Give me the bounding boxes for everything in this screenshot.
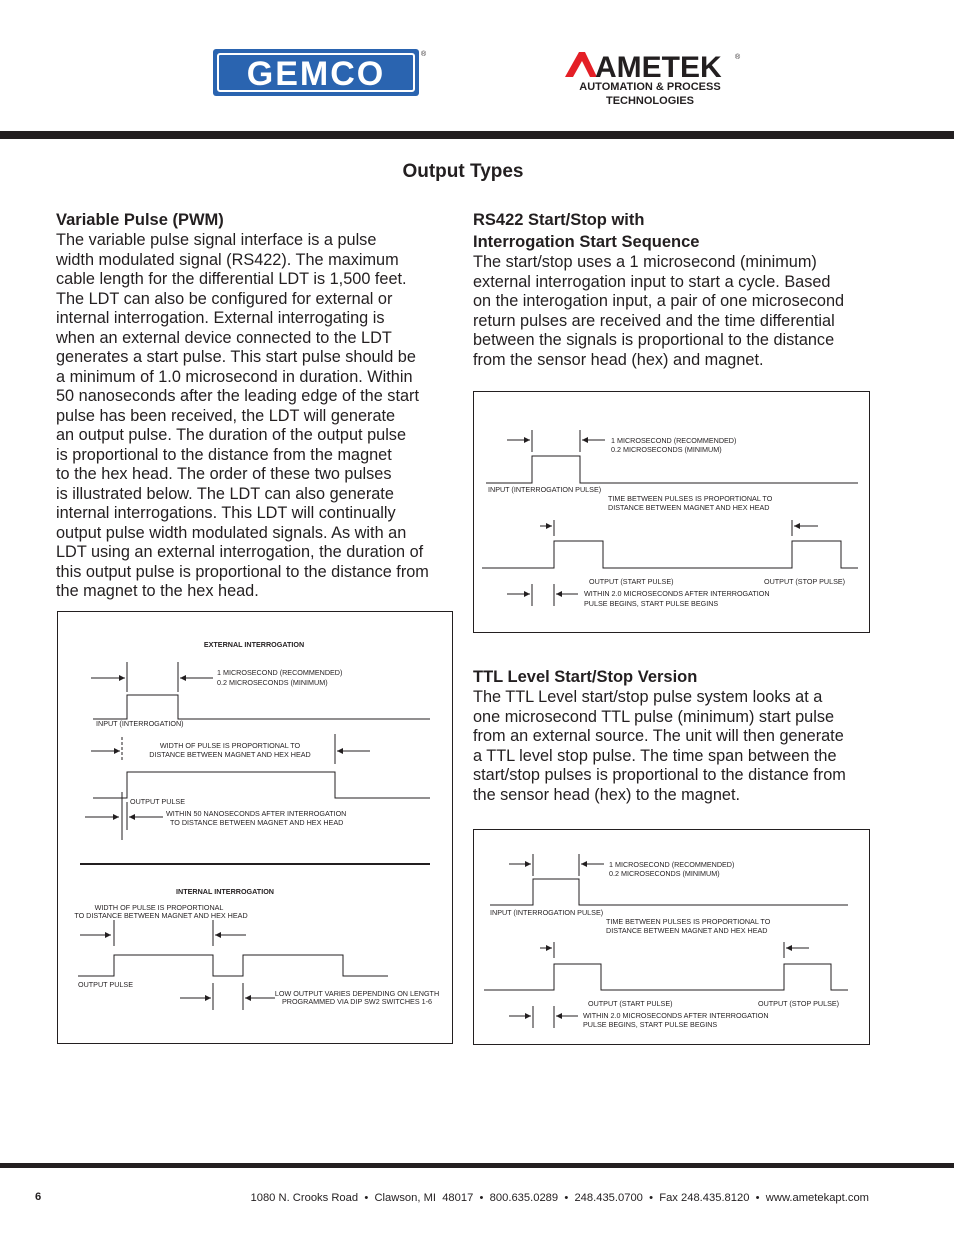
pwm-line: is illustrated below. The LDT can also generate	[56, 484, 394, 503]
pwm-line: internal interrogations. This LDT will continually	[56, 504, 396, 522]
pwm-line: this output pulse is proportional to the distance from	[56, 562, 429, 581]
pwm-line: is proportional to the distance from the magnet	[56, 445, 392, 464]
ttl-within-label-1: WITHIN 2.0 MICROSECONDS AFTER INTERROGATION	[583, 1011, 769, 1020]
rs422-line: on the interogation input, a pair of one microsecond	[473, 292, 845, 310]
rs422-one-us-label-2: 0.2 MICROSECONDS (MINIMUM)	[611, 445, 722, 454]
rs422-heading-1: RS422 Start/Stop with	[473, 211, 645, 229]
pwm-int-width-label-1: WIDTH OF PULSE IS PROPORTIONAL	[94, 903, 224, 912]
pwm-low-label-2: PROGRAMMED VIA DIP SW2 SWITCHES 1-6	[281, 997, 433, 1006]
rs422-within-label-2: PULSE BEGINS, START PULSE BEGINS	[584, 599, 719, 608]
ttl-line: a TTL level stop pulse. The time span between the	[473, 746, 837, 765]
ttl-line: one microsecond TTL pulse (minimum) start pulse	[473, 707, 835, 726]
rs422-input-label: INPUT (INTERROGATION PULSE)	[488, 485, 602, 494]
pwm-line: The variable pulse signal interface is a pulse	[56, 231, 377, 249]
ametek-logo-text: AMETEK	[595, 51, 722, 81]
pwm-line: a minimum of 1.0 microsecond in duration. Within	[56, 367, 413, 386]
section-pwm	[56, 209, 456, 602]
ttl-diagram	[473, 829, 870, 1045]
pwm-int-width-label-2: TO DISTANCE BETWEEN MAGNET AND HEX HEAD	[74, 911, 248, 920]
ttl-one-us-label-2: 0.2 MICROSECONDS (MINIMUM)	[609, 869, 720, 878]
rs422-time-label-1: TIME BETWEEN PULSES IS PROPORTIONAL TO	[608, 494, 773, 503]
pwm-input-label: INPUT (INTERROGATION)	[96, 719, 184, 728]
header-rule	[0, 131, 954, 139]
ametek-tagline-line-2: TECHNOLOGIES	[605, 94, 694, 107]
ttl-start-label: OUTPUT (START PULSE)	[588, 999, 673, 1008]
footer-address: 1080 N. Crooks Road • Clawson, MI 48017 • 800.635.0289 • 248.435.0700 • Fax 248.435.8120 • www.ametekapt.com	[250, 1192, 869, 1204]
ttl-line: start/stop pulses is proportional to the distance from	[473, 766, 846, 784]
pwm-output-label: OUTPUT PULSE	[130, 797, 185, 806]
pwm-heading: Variable Pulse (PWM)	[56, 211, 224, 229]
rs422-line: between the signals is proportional to the distance	[473, 331, 835, 349]
ttl-line: The TTL Level start/stop pulse system looks at a	[473, 688, 823, 706]
gemco-logo-graphic	[212, 48, 427, 98]
pwm-one-us-label-2: 0.2 MICROSECONDS (MINIMUM)	[217, 678, 328, 687]
ttl-time-label-1: TIME BETWEEN PULSES IS PROPORTIONAL TO	[606, 917, 771, 926]
svg-text:®: ®	[735, 54, 741, 61]
ttl-time-label-2: DISTANCE BETWEEN MAGNET AND HEX HEAD	[606, 926, 768, 935]
rs422-line: The start/stop uses a 1 microsecond (minimum)	[473, 253, 817, 271]
ametek-tagline-line-1: AUTOMATION & PROCESS	[579, 81, 721, 93]
ttl-body	[473, 688, 873, 805]
ttl-line: from an external source. The unit will then generate	[473, 727, 844, 745]
ametek-a-mark-icon	[565, 52, 597, 77]
pwm-line: internal interrogation. External interrogating is	[56, 309, 385, 327]
pwm-line: The LDT can also be configured for external or	[56, 289, 393, 308]
pwm-line: output pulse width modulated signals. As with an	[56, 523, 407, 542]
pwm-int-output-label: OUTPUT PULSE	[78, 980, 133, 989]
ametek-logo-graphic	[563, 49, 743, 81]
gemco-logo	[212, 48, 427, 98]
pwm-one-us-label-1: 1 MICROSECOND (RECOMMENDED)	[217, 668, 343, 677]
pwm-line: the magnet to the hex head.	[56, 582, 259, 600]
pwm-line: LDT using an external interrogation, the duration of	[56, 543, 424, 561]
section-ttl	[473, 666, 873, 805]
page-title: Output Types	[402, 161, 524, 182]
ttl-within-label-2: PULSE BEGINS, START PULSE BEGINS	[583, 1020, 718, 1029]
ttl-diagram-graphic	[474, 830, 871, 1046]
svg-text:®: ®	[421, 51, 427, 58]
ttl-input-label: INPUT (INTERROGATION PULSE)	[490, 908, 604, 917]
rs422-line: from the sensor head (hex) and magnet.	[473, 350, 764, 369]
ttl-line: the sensor head (hex) to the magnet.	[473, 785, 740, 804]
gemco-logo-text: GEMCO	[246, 55, 386, 93]
pwm-ext-title: EXTERNAL INTERROGATION	[203, 640, 305, 649]
ttl-one-us-label-1: 1 MICROSECOND (RECOMMENDED)	[609, 860, 735, 869]
pwm-line: cable length for the differential LDT is 1,500 feet.	[56, 270, 407, 288]
pwm-low-label-1: LOW OUTPUT VARIES DEPENDING ON LENGTH	[274, 989, 440, 998]
pwm-width-label-1: WIDTH OF PULSE IS PROPORTIONAL TO	[159, 741, 301, 750]
pwm-diagram-graphic	[58, 612, 454, 1045]
rs422-diagram-graphic	[474, 392, 871, 634]
rs422-within-label-1: WITHIN 2.0 MICROSECONDS AFTER INTERROGATION	[584, 589, 770, 598]
rs422-heading-2: Interrogation Start Sequence	[473, 233, 700, 251]
pwm-int-title: INTERNAL INTERROGATION	[176, 887, 274, 896]
rs422-body	[473, 253, 873, 370]
ttl-heading: TTL Level Start/Stop Version	[473, 668, 698, 686]
pwm-line: pulse has been received, the LDT will generate	[56, 406, 396, 425]
rs422-line: return pulses are received and the time differential	[473, 311, 835, 330]
pwm-within-label-1: WITHIN 50 NANOSECONDS AFTER INTERROGATION	[166, 809, 347, 818]
footer-rule	[0, 1163, 954, 1168]
rs422-line: external interrogation input to start a cycle. Based	[473, 272, 831, 291]
rs422-start-label: OUTPUT (START PULSE)	[589, 577, 674, 586]
rs422-one-us-label-1: 1 MICROSECOND (RECOMMENDED)	[611, 436, 737, 445]
pwm-line: when an external device connected to the LDT	[56, 328, 392, 347]
ametek-tagline	[560, 81, 740, 108]
ametek-logo	[563, 49, 743, 81]
pwm-line: width modulated signal (RS422). The maximum	[56, 250, 399, 269]
pwm-line: 50 nanoseconds after the leading edge of the start	[56, 387, 419, 405]
pwm-width-label-2: DISTANCE BETWEEN MAGNET AND HEX HEAD	[149, 750, 311, 759]
rs422-diagram	[473, 391, 870, 633]
pwm-within-label-2: TO DISTANCE BETWEEN MAGNET AND HEX HEAD	[170, 818, 344, 827]
pwm-line: to the hex head. The order of these two pulses	[56, 465, 392, 483]
pwm-diagram	[57, 611, 453, 1044]
pwm-body	[56, 231, 456, 602]
page-number: 6	[35, 1191, 42, 1203]
rs422-time-label-2: DISTANCE BETWEEN MAGNET AND HEX HEAD	[608, 503, 770, 512]
pwm-line: generates a start pulse. This start pulse should be	[56, 348, 416, 366]
section-rs422	[473, 209, 873, 370]
pwm-line: an output pulse. The duration of the output pulse	[56, 426, 407, 444]
ttl-stop-label: OUTPUT (STOP PULSE)	[758, 999, 840, 1008]
rs422-stop-label: OUTPUT (STOP PULSE)	[764, 577, 846, 586]
